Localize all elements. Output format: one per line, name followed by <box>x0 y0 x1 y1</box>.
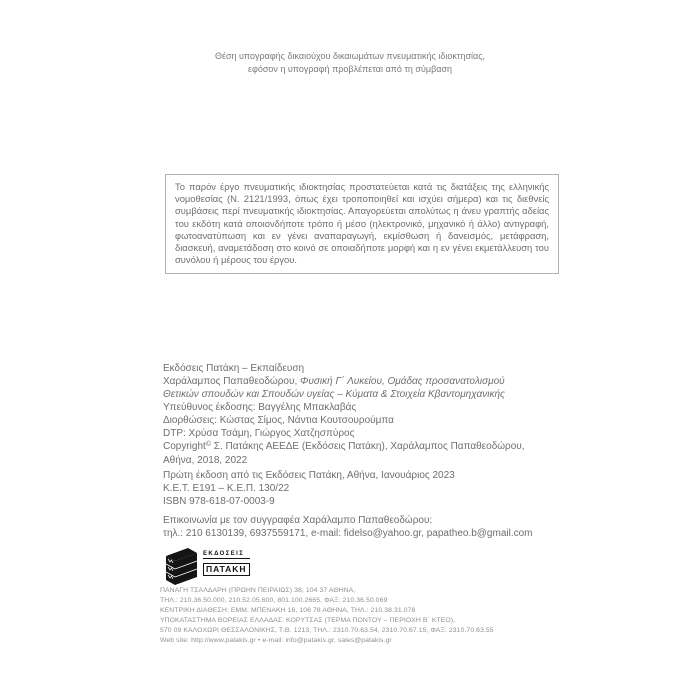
copyright-holders: Σ. Πατάκης ΑΕΕΔΕ (Εκδόσεις Πατάκη), Χαράλαμπος Παπαθεοδώρου, <box>210 441 525 452</box>
copyright-legal-box <box>165 174 559 274</box>
copyright-years-line: Αθήνα, 2018, 2022 <box>163 455 248 466</box>
publisher-logo <box>160 544 250 586</box>
proofreading-line: Διορθώσεις: Κώστας Σίμος, Νάντια Κουτσουρούμπα <box>163 415 394 426</box>
dtp-line: DTP: Χρύσα Τσάμη, Γιώργος Χατζησπύρος <box>163 428 355 439</box>
ket-kep-line: Κ.Ε.Τ. Ε191 – Κ.Ε.Π. 130/22 <box>163 483 290 494</box>
logo-editions-label: ΕΚΔΟΣΕΙΣ <box>203 551 250 559</box>
isbn-line: ISBN 978-618-07-0003-9 <box>163 496 275 507</box>
logo-patakis-label: ΠΑΤΑΚΗ <box>203 563 250 576</box>
publication-credits <box>163 362 563 508</box>
footer-address-line: ΠΑΝΑΓΗ ΤΣΑΛΔΑΡΗ (ΠΡΩΗΝ ΠΕΙΡΑΙΩΣ) 38, 104 37 ΑΘΗΝΑ, <box>160 587 356 594</box>
signature-notice-line-2: εφόσον η υπογραφή προβλέπεται από τη σύμβαση <box>247 64 453 74</box>
footer-branch-phones-line: 570 09 ΚΑΛΟΧΩΡΙ ΘΕΣΣΑΛΟΝΙΚΗΣ, Τ.Θ. 1213, ΤΗΛ.: 2310.70.63.54, 2310.70.67.15, ΦΑΞ: 2310.70.63.55 <box>160 627 494 634</box>
signature-notice-line-1: Θέση υπογραφής δικαιούχου δικαιωμάτων πνευματικής ιδιοκτησίας, <box>214 51 486 61</box>
copyright-line <box>163 440 563 454</box>
editor-line: Υπεύθυνος έκδοσης: Βαγγέλης Μπακλαβάς <box>163 402 357 413</box>
signature-notice <box>0 50 700 76</box>
patakis-books-icon <box>160 544 200 586</box>
contact-details-line: τηλ.: 210 6130139, 6937559171, e-mail: fidelso@yahoo.gr, papatheo.b@gmail.com <box>163 528 533 539</box>
first-edition-line: Πρώτη έκδοση από τις Εκδόσεις Πατάκη, Αθήνα, Ιανουάριος 2023 <box>163 470 455 481</box>
footer-branch-line: ΥΠΟΚΑΤΑΣΤΗΜΑ ΒΟΡΕΙΑΣ ΕΛΛΑΔΑΣ: ΚΟΡΥΤΣΑΣ (ΤΕΡΜΑ ΠΟΝΤΟΥ – ΠΕΡΙΟΧΗ Β΄ ΚΤΕΟ), <box>160 617 456 624</box>
author-contact <box>163 514 583 540</box>
contact-intro-line: Επικοινωνία με τον συγγραφέα Χαράλαμπο Παπαθεοδώρου: <box>163 515 433 526</box>
publisher-series-line: Εκδόσεις Πατάκη – Εκπαίδευση <box>163 363 305 374</box>
author-name: Χαράλαμπος Παπαθεοδώρου, <box>163 376 301 387</box>
copyright-legal-text: Το παρόν έργο πνευματικής ιδιοκτησίας προστατεύεται κατά τις διατάξεις της ελληνικής νομοθεσίας (Ν. 2121/1993, όπως έχει τροποποιηθεί και ισχύει σήμερα) και τις διεθνείς συμβάσεις περί πνευματικής ιδιοκτησίας. Απαγορεύεται απολύτως η άνευ γραπτής αδείας του εκδότη κατά οποιονδήποτε τρόπο ή μέσο (ηλεκτρονικό, μηχανικό ή άλλο) αντιγραφή, φωτοανατύπωση και εν γένει αναπαραγωγή, εκμίσθωση ή δανεισμός, μετάφραση, διασκευή, αναμετάδοση στο κοινό σε οποιαδήποτε μορφή και η εν γένει εκμετάλλευση του συνόλου ή μέρους του έργου. <box>175 181 549 266</box>
footer-distribution-line: ΚΕΝΤΡΙΚΗ ΔΙΑΘΕΣΗ: ΕΜΜ. ΜΠΕΝΑΚΗ 16, 106 78 ΑΘΗΝΑ, ΤΗΛ.: 210.38.31.078 <box>160 607 416 614</box>
copyright-symbol: © <box>205 441 211 448</box>
author-title-line <box>163 375 563 388</box>
footer-phones-line: ΤΗΛ.: 210.36.50.000, 210.52.05.600, 801.100.2665, ΦΑΞ: 210.36.50.069 <box>160 597 388 604</box>
publisher-address-footer <box>160 586 590 646</box>
footer-web-email-line: Web site: http://www.patakis.gr • e-mail: info@patakis.gr, sales@patakis.gr <box>160 637 392 644</box>
book-title-part-1: Φυσική Γ΄ Λυκείου, Ομάδας προσανατολισμού <box>300 376 505 387</box>
book-title-part-2: Θετικών σπουδών και Σπουδών υγείας – Κύματα & Στοιχεία Κβαντομηχανικής <box>163 389 505 400</box>
publisher-logo-text <box>203 551 250 577</box>
copyright-word: Copyright <box>163 441 206 452</box>
